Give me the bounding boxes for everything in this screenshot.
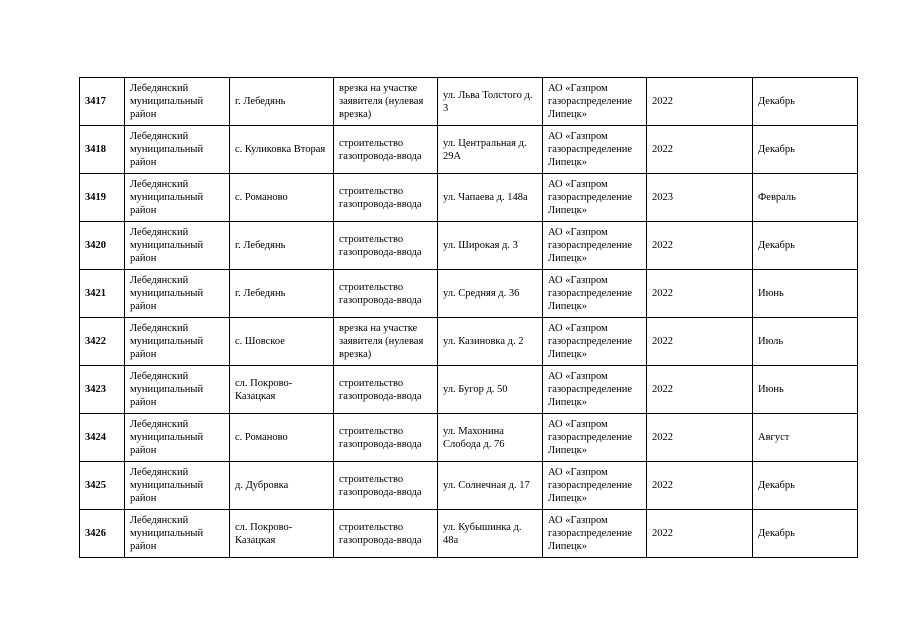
settlement-cell: сл. Покрово-Казацкая: [230, 510, 334, 558]
row-number: 3426: [80, 510, 125, 558]
settlement-cell: с. Куликовка Вторая: [230, 126, 334, 174]
table-row: [80, 366, 858, 414]
month-cell: Июнь: [753, 366, 858, 414]
row-number: 3422: [80, 318, 125, 366]
district-cell: Лебедянский муниципальный район: [125, 270, 230, 318]
district-cell: Лебедянский муниципальный район: [125, 414, 230, 462]
month-cell: Февраль: [753, 174, 858, 222]
table-row: [80, 414, 858, 462]
row-number: 3424: [80, 414, 125, 462]
row-number: 3418: [80, 126, 125, 174]
row-number: 3420: [80, 222, 125, 270]
work-type-cell: строительство газопровода-ввода: [334, 174, 438, 222]
table-row: [80, 174, 858, 222]
month-cell: Декабрь: [753, 462, 858, 510]
district-cell: Лебедянский муниципальный район: [125, 366, 230, 414]
work-type-cell: строительство газопровода-ввода: [334, 126, 438, 174]
table-row: [80, 318, 858, 366]
address-cell: ул. Солнечная д. 17: [438, 462, 543, 510]
organization-cell: АО «Газпром газораспределение Липецк»: [543, 126, 647, 174]
work-type-cell: строительство газопровода-ввода: [334, 222, 438, 270]
work-type-cell: врезка на участке заявителя (нулевая врезка): [334, 78, 438, 126]
work-type-cell: строительство газопровода-ввода: [334, 510, 438, 558]
table-row: [80, 126, 858, 174]
year-cell: 2022: [647, 270, 753, 318]
year-cell: 2022: [647, 510, 753, 558]
district-cell: Лебедянский муниципальный район: [125, 462, 230, 510]
organization-cell: АО «Газпром газораспределение Липецк»: [543, 318, 647, 366]
address-cell: ул. Казиновка д. 2: [438, 318, 543, 366]
settlement-cell: г. Лебедянь: [230, 222, 334, 270]
settlement-cell: с. Романово: [230, 174, 334, 222]
address-cell: ул. Льва Толстого д. 3: [438, 78, 543, 126]
district-cell: Лебедянский муниципальный район: [125, 126, 230, 174]
organization-cell: АО «Газпром газораспределение Липецк»: [543, 414, 647, 462]
year-cell: 2023: [647, 174, 753, 222]
month-cell: Декабрь: [753, 510, 858, 558]
month-cell: Июнь: [753, 270, 858, 318]
table-row: [80, 462, 858, 510]
year-cell: 2022: [647, 366, 753, 414]
work-type-cell: врезка на участке заявителя (нулевая врезка): [334, 318, 438, 366]
table-row: [80, 270, 858, 318]
settlement-cell: д. Дубровка: [230, 462, 334, 510]
address-cell: ул. Бугор д. 50: [438, 366, 543, 414]
gasification-table: [79, 77, 858, 558]
address-cell: ул. Центральная д. 29А: [438, 126, 543, 174]
district-cell: Лебедянский муниципальный район: [125, 222, 230, 270]
document-page: [79, 77, 857, 558]
row-number: 3425: [80, 462, 125, 510]
table-row: [80, 510, 858, 558]
work-type-cell: строительство газопровода-ввода: [334, 414, 438, 462]
organization-cell: АО «Газпром газораспределение Липецк»: [543, 222, 647, 270]
settlement-cell: г. Лебедянь: [230, 78, 334, 126]
year-cell: 2022: [647, 222, 753, 270]
table-row: [80, 222, 858, 270]
organization-cell: АО «Газпром газораспределение Липецк»: [543, 462, 647, 510]
address-cell: ул. Средняя д. 36: [438, 270, 543, 318]
district-cell: Лебедянский муниципальный район: [125, 174, 230, 222]
year-cell: 2022: [647, 414, 753, 462]
year-cell: 2022: [647, 462, 753, 510]
organization-cell: АО «Газпром газораспределение Липецк»: [543, 510, 647, 558]
month-cell: Август: [753, 414, 858, 462]
settlement-cell: сл. Покрово-Казацкая: [230, 366, 334, 414]
address-cell: ул. Кубышинка д. 48а: [438, 510, 543, 558]
year-cell: 2022: [647, 78, 753, 126]
row-number: 3423: [80, 366, 125, 414]
organization-cell: АО «Газпром газораспределение Липецк»: [543, 270, 647, 318]
table-row: [80, 78, 858, 126]
year-cell: 2022: [647, 126, 753, 174]
work-type-cell: строительство газопровода-ввода: [334, 366, 438, 414]
settlement-cell: с. Шовское: [230, 318, 334, 366]
month-cell: Декабрь: [753, 78, 858, 126]
organization-cell: АО «Газпром газораспределение Липецк»: [543, 78, 647, 126]
organization-cell: АО «Газпром газораспределение Липецк»: [543, 174, 647, 222]
district-cell: Лебедянский муниципальный район: [125, 510, 230, 558]
district-cell: Лебедянский муниципальный район: [125, 318, 230, 366]
work-type-cell: строительство газопровода-ввода: [334, 270, 438, 318]
month-cell: Декабрь: [753, 222, 858, 270]
organization-cell: АО «Газпром газораспределение Липецк»: [543, 366, 647, 414]
settlement-cell: г. Лебедянь: [230, 270, 334, 318]
row-number: 3419: [80, 174, 125, 222]
address-cell: ул. Махонина Слобода д. 76: [438, 414, 543, 462]
table-body: [80, 78, 858, 558]
month-cell: Июль: [753, 318, 858, 366]
address-cell: ул. Чапаева д. 148а: [438, 174, 543, 222]
row-number: 3421: [80, 270, 125, 318]
district-cell: Лебедянский муниципальный район: [125, 78, 230, 126]
year-cell: 2022: [647, 318, 753, 366]
address-cell: ул. Широкая д. 3: [438, 222, 543, 270]
row-number: 3417: [80, 78, 125, 126]
month-cell: Декабрь: [753, 126, 858, 174]
work-type-cell: строительство газопровода-ввода: [334, 462, 438, 510]
settlement-cell: с. Романово: [230, 414, 334, 462]
